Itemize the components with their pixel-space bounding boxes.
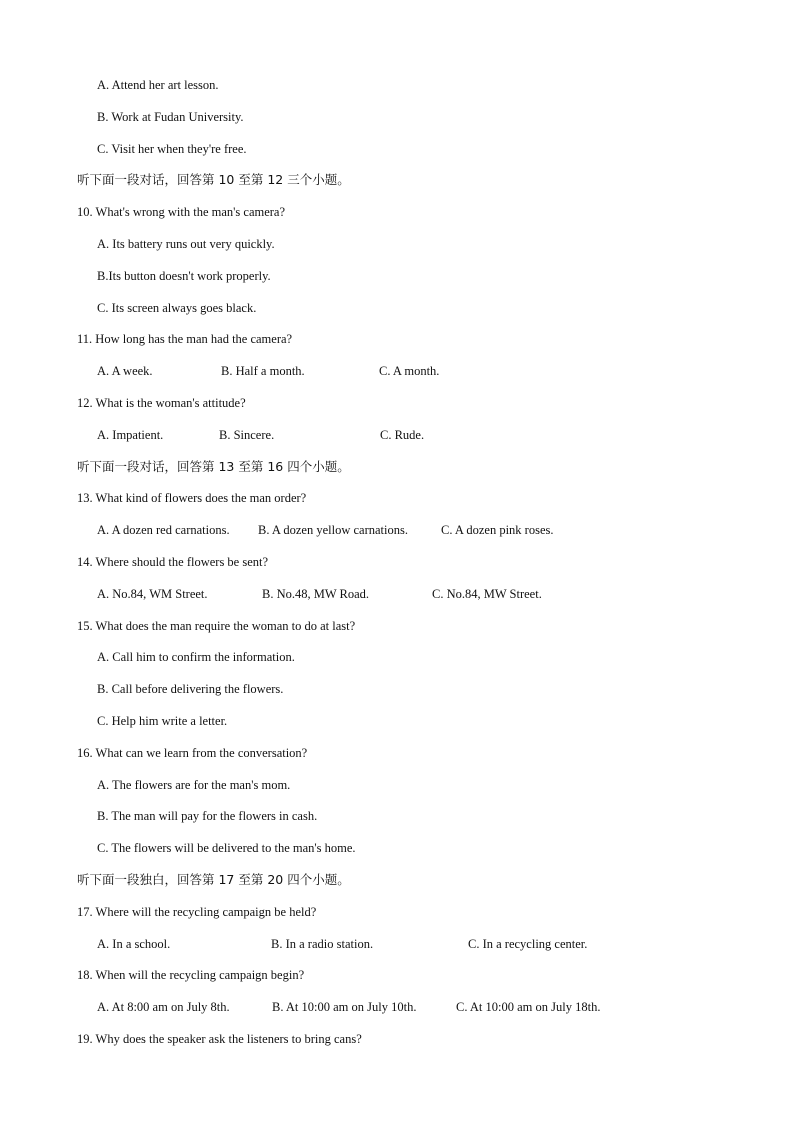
section-instruction: 听下面一段对话，回答第 13 至第 16 四个小题。 bbox=[77, 459, 350, 474]
question-text: 10. What's wrong with the man's camera? bbox=[77, 205, 286, 219]
answer-option: C. Visit her when they're free. bbox=[97, 142, 247, 156]
section-instruction: 听下面一段对话，回答第 10 至第 12 三个小题。 bbox=[77, 172, 350, 187]
answer-option: B. Work at Fudan University. bbox=[97, 110, 244, 124]
answer-option: C. Rude. bbox=[380, 428, 425, 442]
question-text: 15. What does the man require the woman to do at last? bbox=[77, 619, 356, 633]
answer-option: A. A week. bbox=[97, 364, 153, 378]
answer-option: B. Call before delivering the flowers. bbox=[97, 682, 284, 696]
answer-option: C. A dozen pink roses. bbox=[441, 523, 554, 537]
answer-option: A. Its battery runs out very quickly. bbox=[97, 237, 275, 251]
question-text: 13. What kind of flowers does the man order? bbox=[77, 491, 307, 505]
answer-option: C. At 10:00 am on July 18th. bbox=[456, 1000, 601, 1014]
answer-option: A. Impatient. bbox=[97, 428, 164, 442]
answer-option: B. Half a month. bbox=[221, 364, 305, 378]
answer-option: C. A month. bbox=[379, 364, 440, 378]
answer-option: A. Call him to confirm the information. bbox=[97, 650, 295, 664]
answer-option: A. At 8:00 am on July 8th. bbox=[97, 1000, 230, 1014]
answer-option: C. Its screen always goes black. bbox=[97, 301, 257, 315]
question-text: 18. When will the recycling campaign begin? bbox=[77, 968, 305, 982]
answer-option: A. A dozen red carnations. bbox=[97, 523, 230, 537]
answer-option: C. Help him write a letter. bbox=[97, 714, 228, 728]
question-text: 14. Where should the flowers be sent? bbox=[77, 555, 269, 569]
answer-option: B. At 10:00 am on July 10th. bbox=[272, 1000, 417, 1014]
answer-option: B. In a radio station. bbox=[271, 937, 374, 951]
answer-option: C. No.84, MW Street. bbox=[432, 587, 542, 601]
answer-option: B. No.48, MW Road. bbox=[262, 587, 370, 601]
question-text: 11. How long has the man had the camera? bbox=[77, 332, 293, 346]
answer-option: A. In a school. bbox=[97, 937, 171, 951]
question-text: 19. Why does the speaker ask the listeners to bring cans? bbox=[77, 1032, 362, 1046]
answer-option: B. The man will pay for the flowers in cash. bbox=[97, 809, 318, 823]
question-text: 17. Where will the recycling campaign be held? bbox=[77, 905, 317, 919]
answer-option: B. A dozen yellow carnations. bbox=[258, 523, 408, 537]
question-text: 16. What can we learn from the conversation? bbox=[77, 746, 308, 760]
answer-option: C. The flowers will be delivered to the man's home. bbox=[97, 841, 356, 855]
answer-option: A. The flowers are for the man's mom. bbox=[97, 778, 291, 792]
answer-option: C. In a recycling center. bbox=[468, 937, 588, 951]
answer-option: B. Sincere. bbox=[219, 428, 275, 442]
answer-option: A. No.84, WM Street. bbox=[97, 587, 208, 601]
section-instruction: 听下面一段独白，回答第 17 至第 20 四个小题。 bbox=[77, 872, 350, 887]
answer-option: B.Its button doesn't work properly. bbox=[97, 269, 271, 283]
answer-option: A. Attend her art lesson. bbox=[97, 78, 219, 92]
question-text: 12. What is the woman's attitude? bbox=[77, 396, 246, 410]
